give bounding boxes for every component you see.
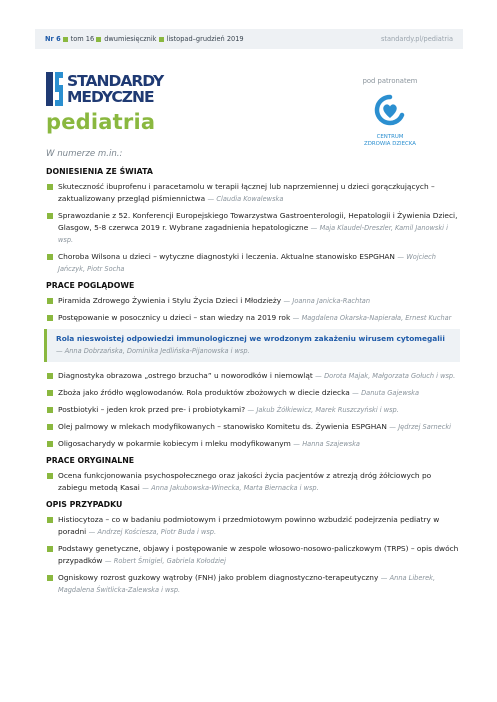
article-title: Postbiotyki – jeden krok przed pre- i probiotykami?	[58, 405, 246, 414]
list-item[interactable]: Choroba Wilsona u dzieci – wytyczne diagnostyki i leczenia. Aktualne stanowisko ESPGHAN — Wojciech Jańczyk, Piotr Socha	[46, 251, 460, 275]
bullet-square-icon	[47, 315, 53, 321]
list-item[interactable]: Piramida Zdrowego Żywienia i Stylu Życia Dzieci i Młodzieży — Joanna Janicka-Rachtan	[46, 295, 460, 307]
article-authors: Anna Jakubowska-Winecka, Marta Biernacka i wsp.	[151, 484, 319, 492]
article-authors: Robert Śmigiel, Gabriela Kołodziej	[113, 557, 226, 565]
patronage-block	[350, 77, 430, 148]
article-authors: Jakub Żółkiewicz, Marek Ruszczyński i wsp.	[256, 406, 399, 414]
article-authors: Dorota Majak, Małgorzata Gołuch i wsp.	[324, 372, 456, 380]
czd-heart-icon	[371, 91, 409, 129]
bullet-square-icon	[47, 517, 53, 523]
article-authors: Magdalena Okarska-Napierała, Ernest Kuchar	[301, 314, 452, 322]
article-authors: Anna Liberek, Magdalena Świtlicka-Zalewska i wsp.	[58, 574, 436, 594]
bullet-square-icon	[47, 424, 53, 430]
bullet-square-icon	[47, 390, 53, 396]
article-authors: Danuta Gajewska	[361, 389, 420, 397]
top-info-bar	[35, 29, 463, 49]
bullet-square-icon	[47, 473, 53, 479]
article-title: Diagnostyka obrazowa „ostrego brzucha” u noworodków i niemowląt	[58, 371, 313, 380]
patronage-label: pod patronatem	[362, 77, 418, 85]
section-title: PRACE ORYGINALNE	[46, 456, 135, 465]
separator-square-icon	[63, 37, 68, 42]
article-title: Ocena funkcjonowania psychospołecznego oraz jakości życia pacjentów z atrezją dróg żółciowych po zabiegu metodą Kasai	[58, 471, 432, 492]
bullet-square-icon	[47, 575, 53, 581]
bullet-square-icon	[47, 213, 53, 219]
separator-square-icon	[159, 37, 164, 42]
issue-number: Nr 6	[45, 35, 61, 43]
article-title: Olej palmowy w mlekach modyfikowanych – stanowisko Komitetu ds. Żywienia ESPGHAN	[58, 422, 387, 431]
article-title: Piramida Zdrowego Żywienia i Stylu Życia Dzieci i Młodzieży	[58, 296, 282, 305]
list-item[interactable]: Diagnostyka obrazowa „ostrego brzucha” u noworodków i niemowląt — Dorota Majak, Małgorzata Gołuch i wsp.	[46, 370, 460, 382]
section-title: DONIESIENIA ZE ŚWIATA	[46, 167, 153, 176]
bullet-square-icon	[47, 373, 53, 379]
separator-square-icon	[96, 37, 101, 42]
logo-wordmark	[67, 73, 163, 105]
article-title: Podstawy genetyczne, objawy i postępowanie w zespole włosowo-nosowo-paliczkowym (TRPS) – opis dwóch przypadków	[58, 544, 459, 565]
highlighted-authors-text: Anna Dobrzańska, Dominika Jedlińska-Pijanowska i wsp.	[64, 347, 250, 355]
article-title: Oligosacharydy w pokarmie kobiecym i mleku modyfikowanym	[58, 439, 291, 448]
bullet-square-icon	[47, 546, 53, 552]
article-title: Postępowanie w posocznicy u dzieci – stan wiedzy na 2019 rok	[58, 313, 291, 322]
section-title: OPIS PRZYPADKU	[46, 500, 123, 509]
highlighted-article[interactable]	[44, 329, 460, 362]
bullet-square-icon	[47, 441, 53, 447]
bullet-square-icon	[47, 298, 53, 304]
bullet-square-icon	[47, 184, 53, 190]
logo-line-1: STANDARDY	[67, 72, 164, 90]
list-item[interactable]: Postępowanie w posocznicy u dzieci – stan wiedzy na 2019 rok — Magdalena Okarska-Napierała, Ernest Kuchar	[46, 312, 460, 324]
standardy-logo-icon	[46, 72, 63, 106]
list-item[interactable]: Olej palmowy w mlekach modyfikowanych – stanowisko Komitetu ds. Żywienia ESPGHAN — Jędrzej Sarnecki	[46, 421, 460, 433]
article-title: Sprawozdanie z 52. Konferencji Europejskiego Towarzystwa Gastroenterologii, Hepatologii i Żywienia Dzieci, Glasgow, 5-8 czerwca 2019 r. Wybrane zagadnienia hepatologiczne	[58, 211, 458, 232]
highlighted-article-title: Rola nieswoistej odpowiedzi immunologicznej we wrodzonym zakażeniu wirusem cytomegalii	[56, 334, 445, 343]
period: listopad–grudzień 2019	[166, 35, 244, 43]
highlighted-article-authors: — Anna Dobrzańska, Dominika Jedlińska-Pijanowska i wsp.	[56, 347, 250, 355]
article-authors: Andrzej Kościesza, Piotr Buda i wsp.	[97, 528, 217, 536]
article-title: Zboża jako źródło węglowodanów. Rola produktów zbożowych w diecie dziecka	[58, 388, 350, 397]
article-authors: Wojciech Jańczyk, Piotr Socha	[58, 253, 436, 273]
volume: tom 16	[70, 35, 95, 43]
list-item[interactable]: Zboża jako źródło węglowodanów. Rola produktów zbożowych w diecie dziecka — Danuta Gajewska	[46, 387, 460, 399]
section-title: PRACE POGLĄDOWE	[46, 281, 135, 290]
list-item[interactable]: Ocena funkcjonowania psychospołecznego oraz jakości życia pacjentów z atrezją dróg żółciowych po zabiegu metodą Kasai — Anna Jakubowska-Winecka, Marta Biernacka i wsp.	[46, 470, 460, 494]
journal-subtitle: pediatria	[46, 110, 156, 134]
article-authors: Joanna Janicka-Rachtan	[292, 297, 371, 305]
patronage-name	[350, 134, 430, 148]
website-link[interactable]: standardy.pl/pediatria	[380, 35, 453, 43]
patronage-name-line-1: CENTRUM	[376, 134, 404, 140]
article-title: Skuteczność ibuprofenu i paracetamolu w terapii łącznej lub naprzemiennej u dzieci gorączkujących – zaktualizowany przegląd piśmiennictwa	[58, 182, 435, 203]
bullet-square-icon	[47, 254, 53, 260]
list-item[interactable]: Histiocytoza – co w badaniu podmiotowym i przedmiotowym powinno wzbudzić podejrzenia pediatry w poradni — Andrzej Kościesza, Piotr Buda i wsp.	[46, 514, 460, 538]
logo-line-2: MEDYCZNE	[67, 88, 154, 106]
list-item[interactable]: Postbiotyki – jeden krok przed pre- i probiotykami? — Jakub Żółkiewicz, Marek Ruszczyński i wsp.	[46, 404, 460, 416]
article-authors: Hanna Szajewska	[302, 440, 360, 448]
issue-meta	[45, 35, 244, 43]
list-item[interactable]: Sprawozdanie z 52. Konferencji Europejskiego Towarzystwa Gastroenterologii, Hepatologii i Żywienia Dzieci, Glasgow, 5-8 czerwca 2019 r. Wybrane zagadnienia hepatologiczne — Maja Klaudel-Dreszler, Kamil Janowski i wsp.	[46, 210, 460, 246]
article-authors: Claudia Kowalewska	[216, 195, 284, 203]
article-title: Choroba Wilsona u dzieci – wytyczne diagnostyki i leczenia. Aktualne stanowisko ESPGHAN	[58, 252, 395, 261]
article-authors: Jędrzej Sarnecki	[398, 423, 451, 431]
toc-intro: W numerze m.in.:	[46, 149, 123, 159]
list-item[interactable]: Ogniskowy rozrost guzkowy wątroby (FNH) jako problem diagnostyczno-terapeutyczny — Anna Liberek, Magdalena Świtlicka-Zalewska i wsp.	[46, 572, 460, 596]
journal-logo	[46, 72, 163, 106]
article-authors: Maja Klaudel-Dreszler, Kamil Janowski i wsp.	[58, 224, 448, 244]
list-item[interactable]: Oligosacharydy w pokarmie kobiecym i mleku modyfikowanym — Hanna Szajewska	[46, 438, 460, 450]
frequency: dwumiesięcznik	[104, 35, 157, 43]
list-item[interactable]: Skuteczność ibuprofenu i paracetamolu w terapii łącznej lub naprzemiennej u dzieci gorączkujących – zaktualizowany przegląd piśmiennictwa — Claudia Kowalewska	[46, 181, 460, 205]
list-item[interactable]: Podstawy genetyczne, objawy i postępowanie w zespole włosowo-nosowo-paliczkowym (TRPS) – opis dwóch przypadków — Robert Śmigiel, Gabriela Kołodziej	[46, 543, 460, 567]
patronage-name-line-2: ZDROWIA DZIECKA	[364, 141, 416, 147]
article-title: Histiocytoza – co w badaniu podmiotowym i przedmiotowym powinno wzbudzić podejrzenia pediatry w poradni	[58, 515, 440, 536]
table-of-contents	[46, 149, 460, 601]
bullet-square-icon	[47, 407, 53, 413]
article-title: Ogniskowy rozrost guzkowy wątroby (FNH) jako problem diagnostyczno-terapeutyczny	[58, 573, 379, 582]
